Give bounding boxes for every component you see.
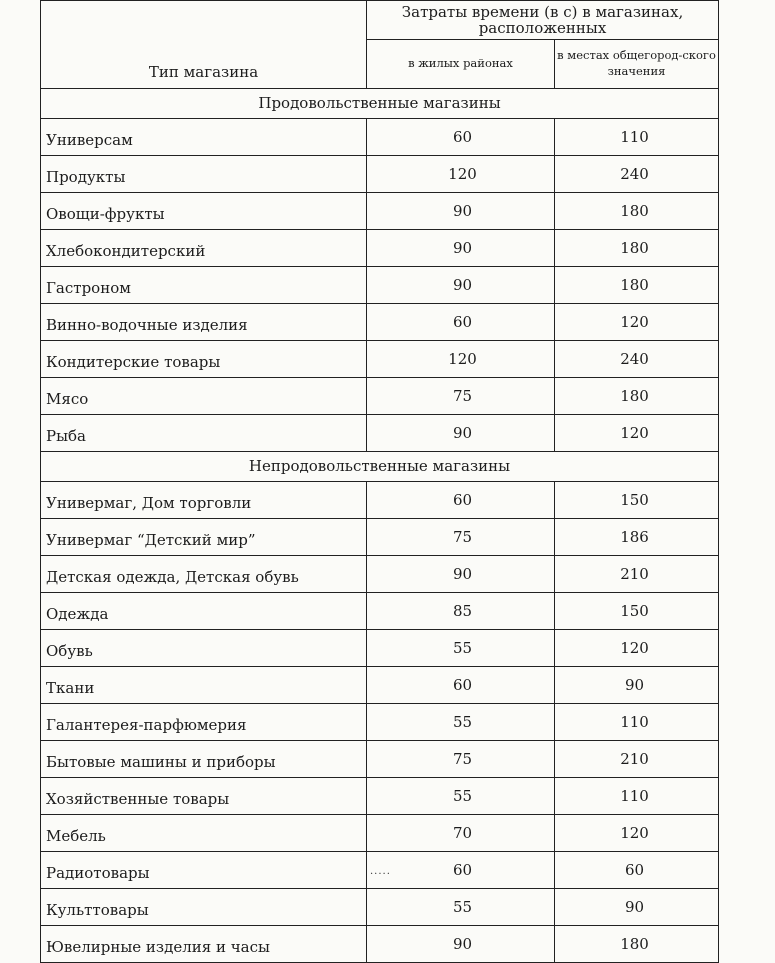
store-name-cell: Продукты <box>41 156 367 193</box>
city-center-time-cell: 110 <box>555 119 719 156</box>
table-row <box>41 593 719 630</box>
city-center-time-cell: 60 <box>555 852 719 889</box>
store-name-cell: Рыба <box>41 415 367 452</box>
residential-time-cell: 60 <box>367 852 555 889</box>
section-title: Продовольственные магазины <box>41 89 719 119</box>
table-row <box>41 415 719 452</box>
store-name-cell: Универмаг “Детский мир” <box>41 519 367 556</box>
city-center-time-cell: 180 <box>555 926 719 963</box>
table-row <box>41 193 719 230</box>
store-name-cell: Галантерея-парфюмерия <box>41 704 367 741</box>
store-name-cell: Бытовые машины и приборы <box>41 741 367 778</box>
city-center-time-cell: 120 <box>555 630 719 667</box>
store-name-cell: Одежда <box>41 593 367 630</box>
store-name-cell: Культтовары <box>41 889 367 926</box>
residential-column-header: в жилых районах <box>367 40 555 89</box>
store-name-cell: Детская одежда, Детская обувь <box>41 556 367 593</box>
city-center-time-cell: 180 <box>555 378 719 415</box>
section-row <box>41 452 719 482</box>
table-row <box>41 815 719 852</box>
store-name-cell: Обувь <box>41 630 367 667</box>
table-row <box>41 482 719 519</box>
table-row <box>41 519 719 556</box>
residential-time-cell: 75 <box>367 519 555 556</box>
residential-time-cell: 120 <box>367 156 555 193</box>
city-center-time-cell: 180 <box>555 230 719 267</box>
city-center-column-header: в местах общегород-ского значения <box>555 40 719 89</box>
store-type-header: Тип магазина <box>41 1 367 89</box>
table-row <box>41 556 719 593</box>
residential-time-cell: 55 <box>367 630 555 667</box>
table-row <box>41 667 719 704</box>
table-body <box>41 89 719 963</box>
city-center-time-cell: 186 <box>555 519 719 556</box>
store-name-cell: Универмаг, Дом торговли <box>41 482 367 519</box>
store-name-cell: Ювелирные изделия и часы <box>41 926 367 963</box>
city-center-time-cell: 240 <box>555 341 719 378</box>
residential-time-cell: 60 <box>367 667 555 704</box>
table-row <box>41 230 719 267</box>
residential-time-cell: 90 <box>367 415 555 452</box>
page-number: ..... <box>370 866 391 877</box>
store-time-table <box>40 0 719 963</box>
section-row <box>41 89 719 119</box>
table-row <box>41 341 719 378</box>
table-row <box>41 778 719 815</box>
residential-time-cell: 60 <box>367 119 555 156</box>
city-center-time-cell: 90 <box>555 667 719 704</box>
table-row <box>41 119 719 156</box>
table-row <box>41 741 719 778</box>
store-name-cell: Мебель <box>41 815 367 852</box>
residential-time-cell: 90 <box>367 556 555 593</box>
city-center-time-cell: 120 <box>555 815 719 852</box>
table-row <box>41 378 719 415</box>
store-name-cell: Мясо <box>41 378 367 415</box>
city-center-time-cell: 180 <box>555 193 719 230</box>
store-name-cell: Винно-водочные изделия <box>41 304 367 341</box>
city-center-time-cell: 240 <box>555 156 719 193</box>
city-center-time-cell: 120 <box>555 415 719 452</box>
store-name-cell: Хозяйственные товары <box>41 778 367 815</box>
section-title: Непродовольственные магазины <box>41 452 719 482</box>
residential-time-cell: 70 <box>367 815 555 852</box>
city-center-time-cell: 120 <box>555 304 719 341</box>
store-name-cell: Овощи-фрукты <box>41 193 367 230</box>
residential-time-cell: 55 <box>367 778 555 815</box>
city-center-time-cell: 210 <box>555 556 719 593</box>
residential-time-cell: 90 <box>367 230 555 267</box>
city-center-time-cell: 110 <box>555 778 719 815</box>
table-row <box>41 926 719 963</box>
store-name-cell: Хлебокондитерский <box>41 230 367 267</box>
residential-time-cell: 60 <box>367 482 555 519</box>
residential-time-cell: 90 <box>367 267 555 304</box>
residential-time-cell: 60 <box>367 304 555 341</box>
store-name-cell: Универсам <box>41 119 367 156</box>
city-center-time-cell: 90 <box>555 889 719 926</box>
city-center-time-cell: 110 <box>555 704 719 741</box>
table-row <box>41 156 719 193</box>
store-name-cell: Ткани <box>41 667 367 704</box>
table-row <box>41 304 719 341</box>
city-center-time-cell: 150 <box>555 593 719 630</box>
table-row <box>41 704 719 741</box>
table-row <box>41 889 719 926</box>
table-row <box>41 267 719 304</box>
time-costs-header: Затраты времени (в с) в магазинах, расположенных <box>367 1 719 40</box>
city-center-time-cell: 180 <box>555 267 719 304</box>
residential-time-cell: 55 <box>367 704 555 741</box>
residential-time-cell: 85 <box>367 593 555 630</box>
city-center-time-cell: 150 <box>555 482 719 519</box>
store-name-cell: Гастроном <box>41 267 367 304</box>
table-row <box>41 630 719 667</box>
store-name-cell: Радиотовары <box>41 852 367 889</box>
residential-time-cell: 90 <box>367 193 555 230</box>
city-center-time-cell: 210 <box>555 741 719 778</box>
residential-time-cell: 55 <box>367 889 555 926</box>
store-name-cell: Кондитерские товары <box>41 341 367 378</box>
residential-time-cell: 120 <box>367 341 555 378</box>
residential-time-cell: 90 <box>367 926 555 963</box>
residential-time-cell: 75 <box>367 741 555 778</box>
residential-time-cell: 75 <box>367 378 555 415</box>
